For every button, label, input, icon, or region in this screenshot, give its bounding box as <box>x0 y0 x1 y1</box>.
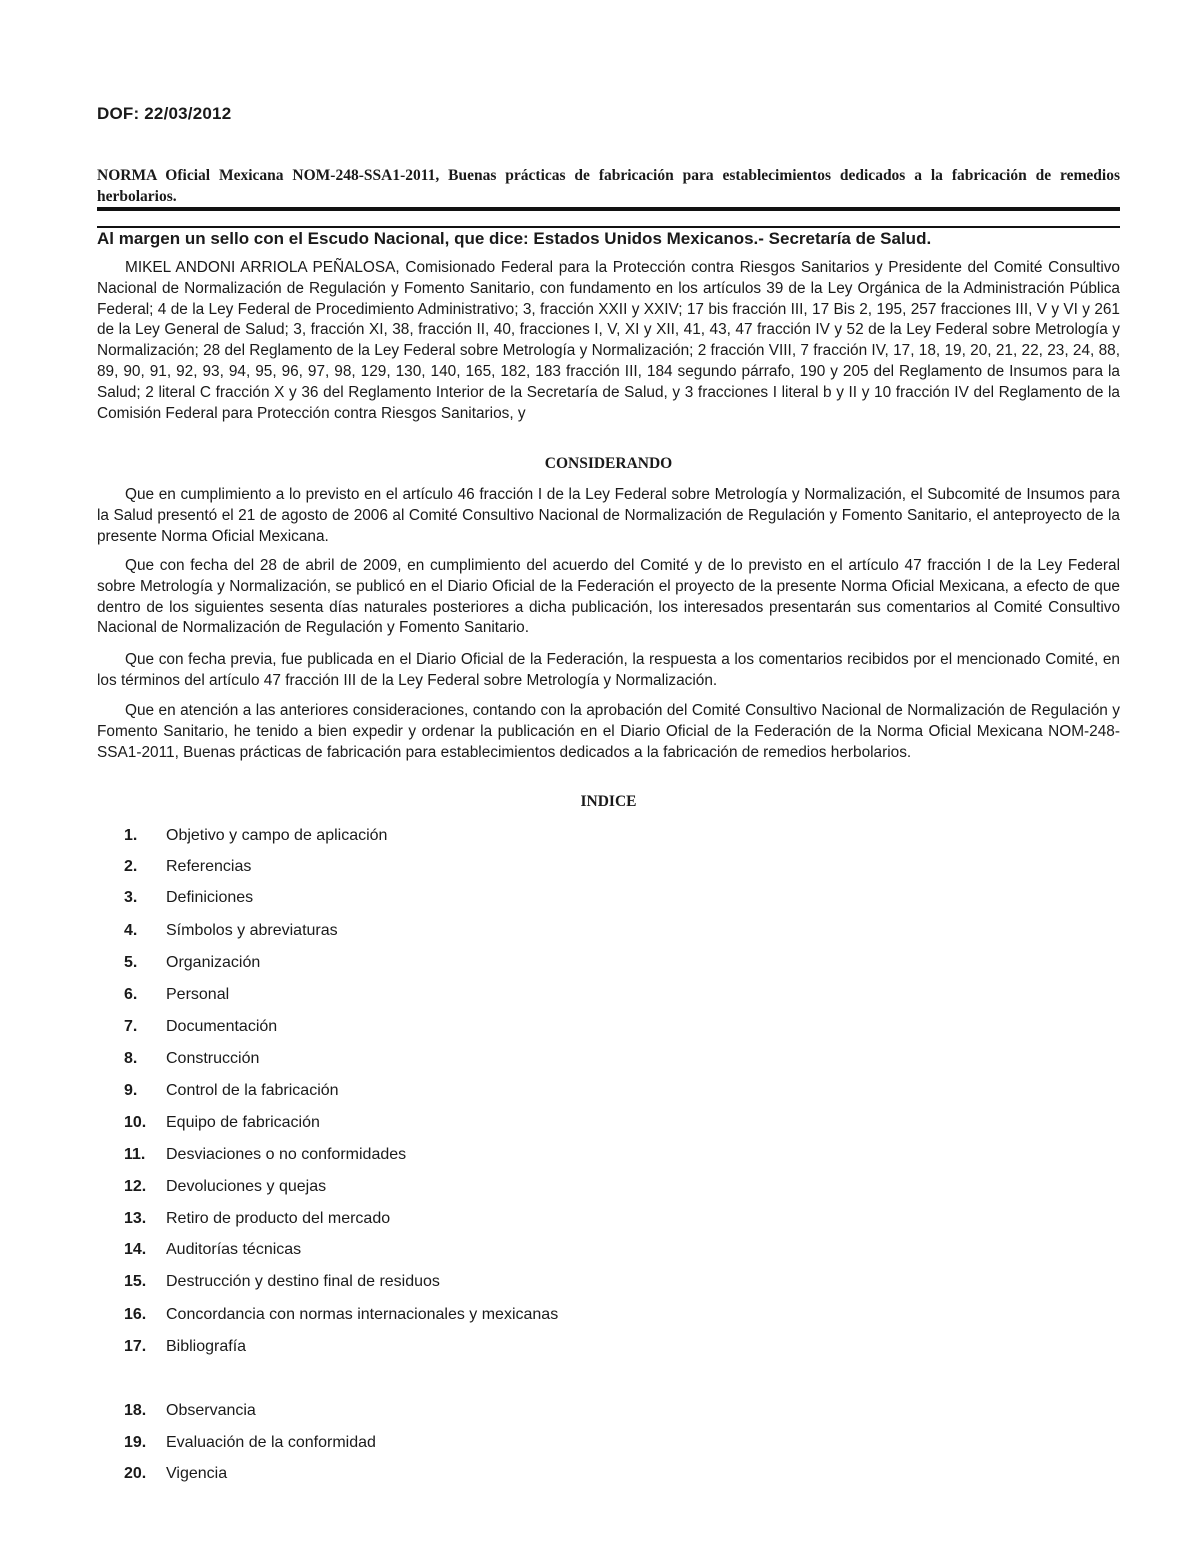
indice-item-label: Concordancia con normas internacionales y mexicanas <box>166 1306 559 1323</box>
indice-item-number: 10. <box>124 1114 147 1131</box>
norma-title: NORMA Oficial Mexicana NOM-248-SSA1-2011, Buenas prácticas de fabricación para establecimientos dedicados a la fabricación de remedios herbolarios. <box>97 167 1120 205</box>
indice-item-label: Objetivo y campo de aplicación <box>166 827 388 844</box>
indice-item-9 <box>124 1080 339 1102</box>
indice-item-number: 14. <box>124 1241 147 1258</box>
indice-item-label: Desviaciones o no conformidades <box>166 1146 407 1163</box>
indice-item-label: Destrucción y destino final de residuos <box>166 1273 440 1290</box>
indice-item-number: 15. <box>124 1273 147 1290</box>
indice-item-11 <box>124 1144 406 1166</box>
indice-item-label: Organización <box>166 954 261 971</box>
indice-item-13 <box>124 1208 390 1230</box>
indice-item-1 <box>124 825 387 847</box>
indice-item-4 <box>124 920 338 942</box>
indice-item-19 <box>124 1432 376 1454</box>
indice-item-label: Referencias <box>166 858 252 875</box>
indice-item-label: Control de la fabricación <box>166 1082 339 1099</box>
indice-item-number: 11. <box>124 1146 146 1163</box>
considerando-paragraph-1: Que en cumplimiento a lo previsto en el artículo 46 fracción I de la Ley Federal sobre Metrología y Normalización, el Subcomité de Insumos para la Salud presentó el 21 de agosto de 2006 al Comité Consultivo Nacional de Normalización de Regulación y Fomento Sanitario, el anteproyecto de la presente Norma Oficial Mexicana. <box>97 486 1120 545</box>
seal-line: Al margen un sello con el Escudo Nacional, que dice: Estados Unidos Mexicanos.- Secretaría de Salud. <box>97 229 932 248</box>
indice-item-16 <box>124 1304 558 1326</box>
indice-item-number: 17. <box>124 1338 147 1355</box>
indice-item-number: 3. <box>124 889 138 906</box>
indice-item-number: 20. <box>124 1465 147 1482</box>
title-rule-thick <box>97 207 1120 211</box>
indice-item-12 <box>124 1176 326 1198</box>
indice-item-number: 6. <box>124 986 138 1003</box>
indice-heading: INDICE <box>580 793 637 810</box>
indice-item-label: Vigencia <box>166 1465 228 1482</box>
indice-item-label: Documentación <box>166 1018 278 1035</box>
indice-item-label: Bibliografía <box>166 1338 247 1355</box>
indice-item-label: Observancia <box>166 1402 256 1419</box>
indice-item-label: Personal <box>166 986 230 1003</box>
indice-item-number: 2. <box>124 858 138 875</box>
indice-item-10 <box>124 1112 320 1134</box>
indice-item-17 <box>124 1336 246 1358</box>
indice-item-number: 7. <box>124 1018 138 1035</box>
indice-item-3 <box>124 887 253 909</box>
indice-item-number: 19. <box>124 1434 147 1451</box>
indice-item-number: 9. <box>124 1082 138 1099</box>
indice-item-label: Definiciones <box>166 889 254 906</box>
indice-item-label: Construcción <box>166 1050 260 1067</box>
indice-item-number: 18. <box>124 1402 147 1419</box>
indice-item-number: 13. <box>124 1210 147 1227</box>
indice-item-label: Devoluciones y quejas <box>166 1178 327 1195</box>
indice-item-14 <box>124 1239 301 1261</box>
considerando-paragraph-4: Que en atención a las anteriores consideraciones, contando con la aprobación del Comité Consultivo Nacional de Normalización de Regulación y Fomento Sanitario, he tenido a bien expedir y ordenar la publicación en el Diario Oficial de la Federación de la Norma Oficial Mexicana NOM-248-SSA1-2011, Buenas prácticas de fabricación para establecimientos dedicados a la fabricación de remedios herbolarios. <box>97 702 1120 761</box>
indice-item-number: 5. <box>124 954 138 971</box>
indice-item-15 <box>124 1271 440 1293</box>
intro-paragraph: MIKEL ANDONI ARRIOLA PEÑALOSA, Comisionado Federal para la Protección contra Riesgos Sanitarios y Presidente del Comité Consultivo Nacional de Normalización de Regulación y Fomento Sanitario, con fundamento en los artículos 39 de la Ley Orgánica de la Administración Pública Federal; 4 de la Ley Federal de Procedimiento Administrativo; 3, fracción XXII y XXIV; 17 bis fracción III, 17 Bis 2, 195, 257 fracciones III, V y VI y 261 de la Ley General de Salud; 3, fracción XI, 38, fracción II, 40, fracciones I, V, XI y XII, 41, 43, 47 fracción IV y 52 de la Ley Federal sobre Metrología y Normalización; 28 del Reglamento de la Ley Federal sobre Metrología y Normalización; 2 fracción VIII, 7 fracción IV, 17, 18, 19, 20, 21, 22, 23, 24, 88, 89, 90, 91, 92, 93, 94, 95, 96, 97, 98, 129, 130, 140, 165, 182, 183 fracción III, 184 segundo párrafo, 190 y 205 del Reglamento de Insumos para la Salud; 2 literal C fracción X y 36 del Reglamento Interior de la Secretaría de Salud, y 3 fracciones I literal b y II y 10 fracción IV del Reglamento de la Comisión Federal para Protección contra Riesgos Sanitarios, y <box>97 259 1120 422</box>
indice-item-8 <box>124 1048 259 1070</box>
considerando-paragraph-3: Que con fecha previa, fue publicada en el Diario Oficial de la Federación, la respuesta a los comentarios recibidos por el mencionado Comité, en los términos del artículo 47 fracción III de la Ley Federal sobre Metrología y Normalización. <box>97 651 1120 689</box>
indice-item-18 <box>124 1400 256 1422</box>
indice-item-label: Símbolos y abreviaturas <box>166 922 338 939</box>
indice-item-7 <box>124 1016 277 1038</box>
indice-item-number: 16. <box>124 1306 147 1323</box>
considerando-heading: CONSIDERANDO <box>544 455 673 472</box>
indice-item-number: 4. <box>124 922 138 939</box>
indice-item-20 <box>124 1463 227 1485</box>
indice-item-number: 8. <box>124 1050 138 1067</box>
indice-item-label: Retiro de producto del mercado <box>166 1210 391 1227</box>
indice-item-number: 1. <box>124 827 138 844</box>
indice-item-2 <box>124 856 251 878</box>
dof-date-label: DOF: 22/03/2012 <box>97 104 232 123</box>
indice-item-label: Equipo de fabricación <box>166 1114 320 1131</box>
indice-item-number: 12. <box>124 1178 147 1195</box>
indice-item-5 <box>124 952 260 974</box>
indice-item-6 <box>124 984 229 1006</box>
indice-item-label: Auditorías técnicas <box>166 1241 302 1258</box>
indice-item-label: Evaluación de la conformidad <box>166 1434 376 1451</box>
considerando-paragraph-2: Que con fecha del 28 de abril de 2009, en cumplimiento del acuerdo del Comité y de lo previsto en el artículo 47 fracción I de la Ley Federal sobre Metrología y Normalización, se publicó en el Diario Oficial de la Federación el proyecto de la presente Norma Oficial Mexicana, a efecto de que dentro de los siguientes sesenta días naturales posteriores a dicha publicación, los interesados presentarán sus comentarios al Comité Consultivo Nacional de Normalización de Regulación y Fomento Sanitario. <box>97 557 1120 637</box>
